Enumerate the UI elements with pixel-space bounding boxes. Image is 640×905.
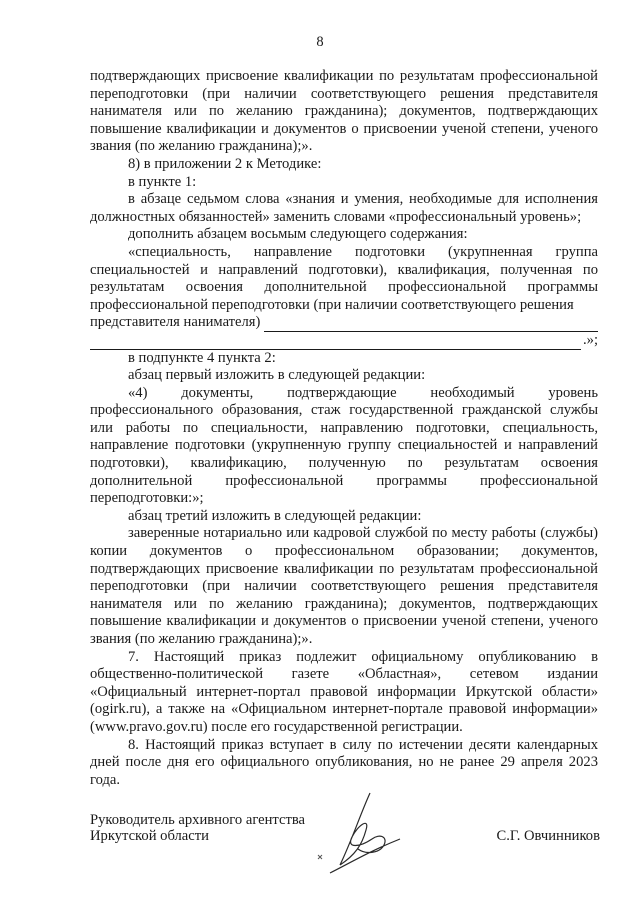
paragraph-quoted-documents: «4) документы, подтверждающие необходимый уровень профессионального образования, стаж государственной гражданской службы или работы по специальности, направлению подготовки, специальность, направление подготовки (укрупненную группу специальностей и направлений подготовки), квалификацию, полученную по результатам освоения дополнительной профессиональной программы профессиональной переподготовки:»; [90,384,598,507]
paragraph-point-1: в пункте 1: [128,173,197,190]
signer-title-line2: Иркутской области [90,828,209,844]
fill-line-label: представителя нанимателя) [90,314,261,331]
paragraph-item-8: 8) в приложении 2 к Методике: [128,155,322,172]
signer-name: С.Г. Овчинников [496,828,600,844]
fill-line-1 [90,314,598,332]
fill-underline [90,336,581,350]
fill-underline [264,318,598,332]
document-body [90,68,598,789]
paragraph-quoted-specialty: «специальность, направление подготовки (укрупненная группа специальностей и направлений подготовки), квалификация, полученная по результатам освоения дополнительной профессиональной программы профессиональной переподготовки (при наличии соответствующего решения [90,243,598,313]
handwritten-signature [300,785,420,880]
paragraph-certified-copies: заверенные нотариально или кадровой службой по месту работы (службы) копии документов о профессиональном образовании; документов, подтверждающих присвоение квалификации по результатам профессиональной переподготовки (при наличии соответствующего решения представителя нанимателя или по желанию гражданина); документов, подтверждающих повышение квалификации и документов о присвоении ученой степени, ученого звания (по желанию гражданина);». [90,525,598,647]
paragraph-item-7-publication: 7. Настоящий приказ подлежит официальному опубликованию в общественно-политической газете «Областная», сетевом издании «Официальный интернет-портал правовой информации Иркутской области» (ogirk.ru), а также на «Официальном интернет-портале правовой информации» (www.pravo.gov.ru) после его государственной регистрации. [90,648,598,735]
signer-title [90,812,305,844]
paragraph-add-abzac-8: дополнить абзацем восьмым следующего содержания: [128,226,468,243]
page-number: 8 [316,34,324,50]
fill-line-2 [90,332,598,350]
paragraph-abzac-3-intro: абзац третий изложить в следующей редакции: [128,507,422,524]
paragraph-abzac-7: в абзаце седьмом слова «знания и умения, необходимые для исполнения должностных обязанностей» заменить словами «профессиональный уровень»; [90,191,598,225]
fill-line-end: .»; [583,331,598,348]
paragraph-item-8-effective: 8. Настоящий приказ вступает в силу по истечении десяти календарных дней после дня его официального опубликования, но не ранее 29 апреля 2023 года. [90,736,598,788]
paragraph-subpoint-4: в подпункте 4 пункта 2: [128,349,276,366]
signer-title-line1: Руководитель архивного агентства [90,812,305,828]
paragraph-abzac-1-intro: абзац первый изложить в следующей редакции: [128,367,426,384]
paragraph-continuation: подтверждающих присвоение квалификации по результатам профессиональной переподготовки (при наличии соответствующего решения представителя нанимателя или по желанию гражданина); документов, подтверждающих повышение квалификации и документов о присвоении ученой степени, ученого звания (по желанию гражданина);». [90,68,598,155]
